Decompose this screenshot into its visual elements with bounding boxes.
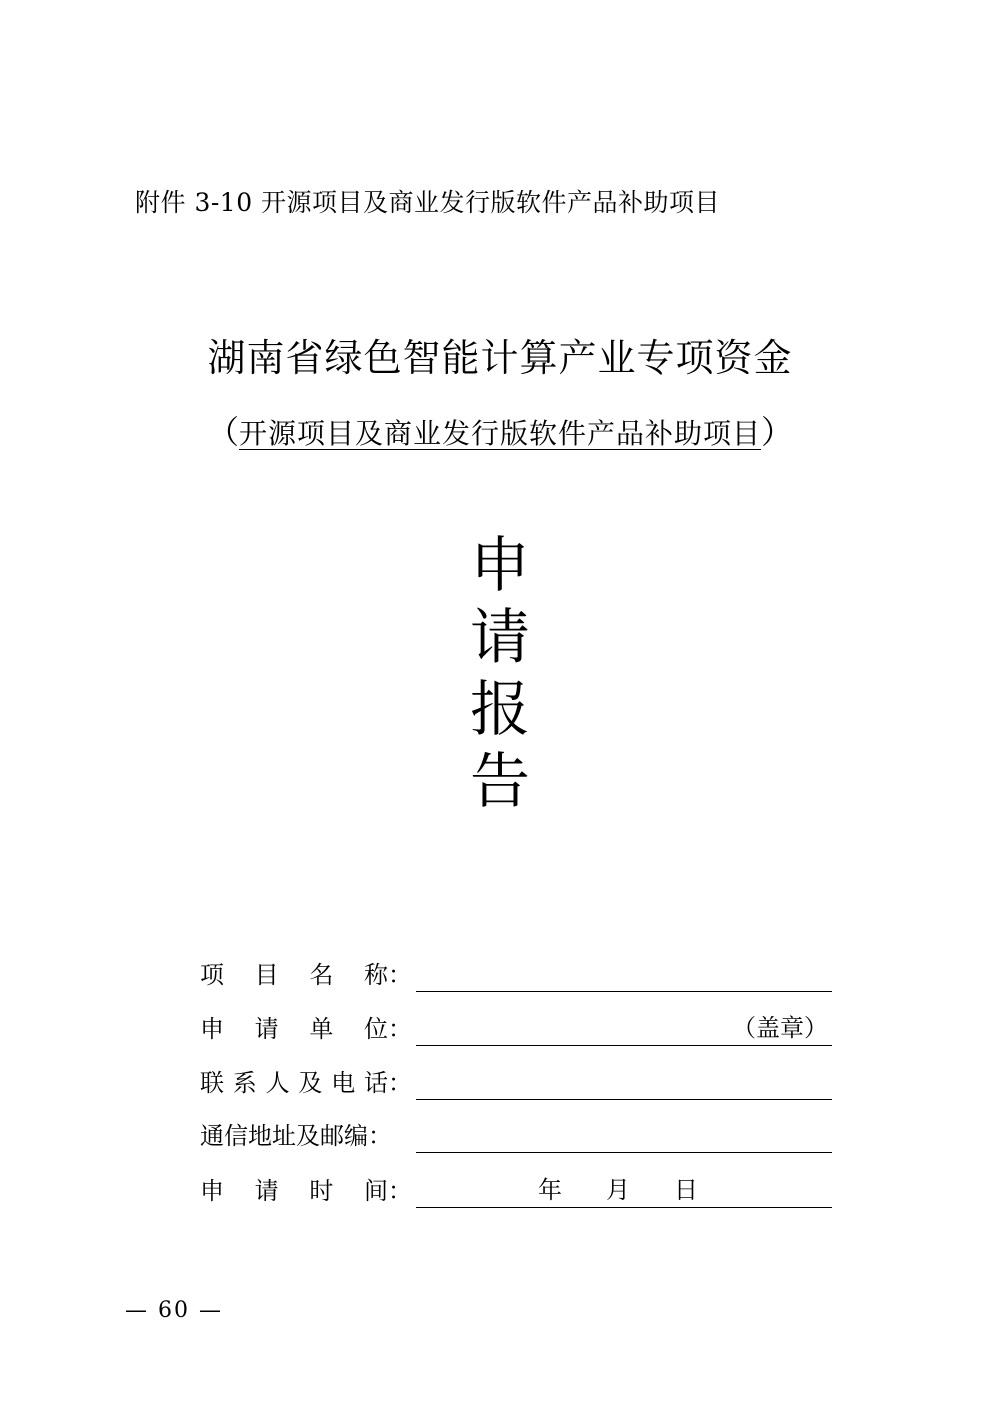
date-day: 日: [674, 1176, 698, 1204]
project-name-label: 项 目 名 称：: [200, 960, 412, 989]
date-year: 年: [538, 1176, 562, 1204]
address-label: 通信地址及邮编：: [200, 1121, 392, 1150]
report-title-char: 请: [470, 603, 530, 673]
form-row-date: [200, 1168, 835, 1208]
subtitle-close-paren: ）: [761, 413, 794, 451]
page-number: — 60 —: [125, 1298, 223, 1323]
seal-note: （盖章）: [732, 1014, 828, 1042]
report-title-char: 申: [470, 531, 530, 601]
subtitle: [0, 410, 1000, 456]
form-row-project-name: [200, 952, 835, 992]
applicant-field[interactable]: [416, 1006, 832, 1046]
form-row-contact: [200, 1060, 835, 1100]
date-label: 申 请 时 间：: [200, 1176, 412, 1205]
contact-label: 联 系 人 及 电 话：: [200, 1068, 412, 1097]
form-row-applicant: [200, 1006, 835, 1046]
report-title: [450, 530, 550, 818]
date-month: 月: [606, 1176, 630, 1204]
attachment-label: 附件 3-10 开源项目及商业发行版软件产品补助项目: [135, 188, 721, 217]
subtitle-open-paren: （: [206, 413, 239, 451]
contact-field[interactable]: [416, 1060, 832, 1100]
project-name-field[interactable]: [416, 952, 832, 992]
report-title-char: 报: [470, 675, 530, 745]
main-title: 湖南省绿色智能计算产业专项资金: [207, 336, 793, 380]
subtitle-text: 开源项目及商业发行版软件产品补助项目: [238, 417, 761, 450]
form-row-address: [200, 1113, 835, 1153]
date-field[interactable]: [416, 1168, 832, 1208]
applicant-label: 申 请 单 位：: [200, 1014, 412, 1043]
address-field[interactable]: [416, 1113, 832, 1153]
report-title-char: 告: [470, 747, 530, 817]
